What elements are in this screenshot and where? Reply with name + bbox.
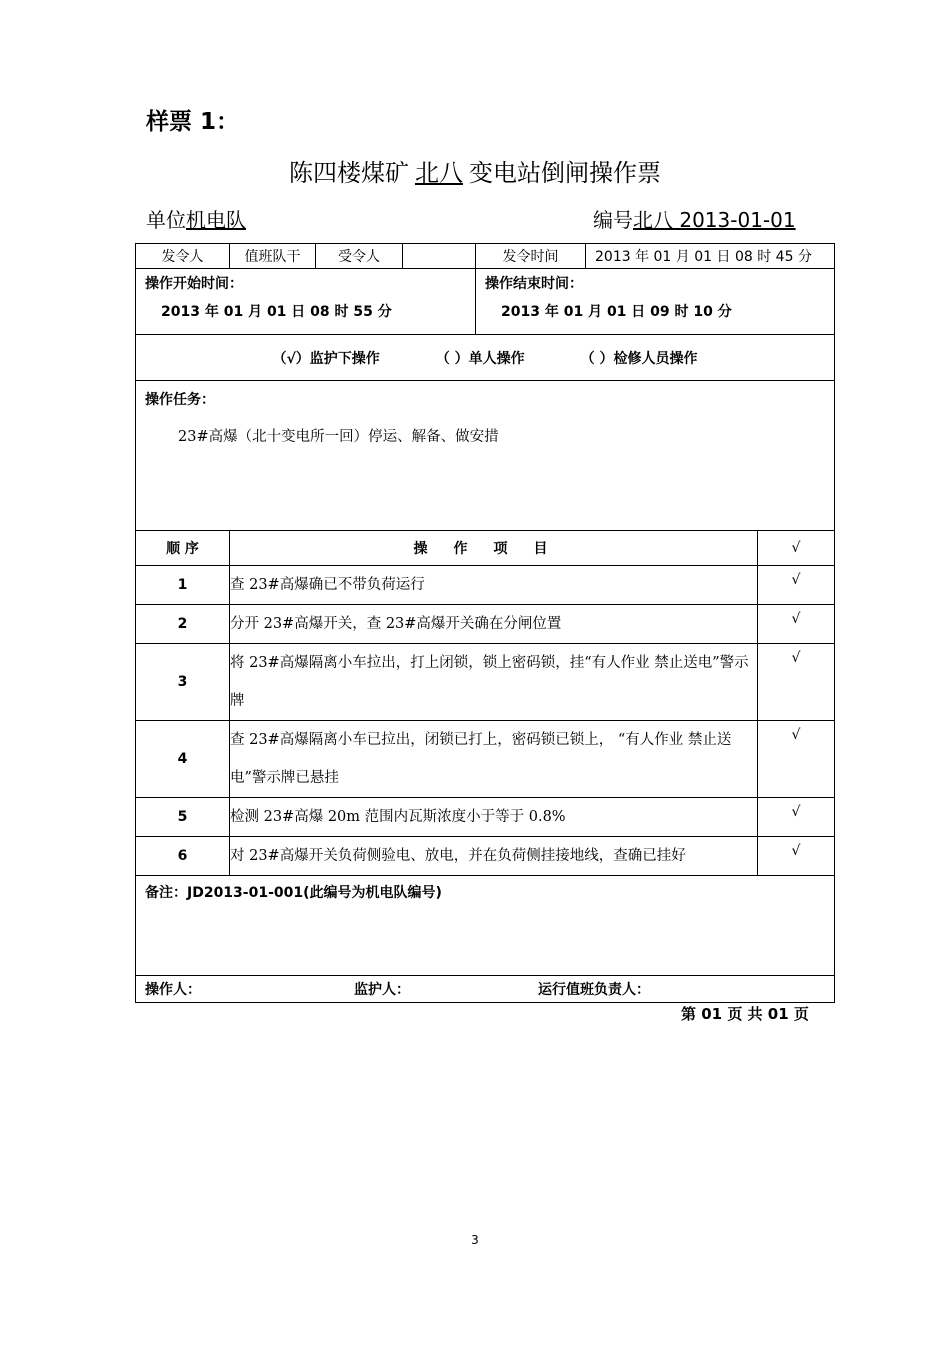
remark-row xyxy=(136,876,835,976)
title-prefix: 陈四楼煤矿 xyxy=(289,159,409,187)
end-time-value: 2013 年 01 月 01 日 09 时 10 分 xyxy=(501,304,732,320)
start-time-cell xyxy=(136,269,476,335)
issuer-value: 值班队干 xyxy=(230,244,316,269)
item-seq: 6 xyxy=(136,837,230,876)
item-check: √ xyxy=(758,721,835,798)
shift-leader-label: 运行值班负责人： xyxy=(538,982,650,998)
unit-line xyxy=(146,204,246,233)
end-time-cell xyxy=(476,269,835,335)
mode-cell xyxy=(136,335,835,381)
end-time-label: 操作结束时间： xyxy=(485,276,583,292)
page-number: 3 xyxy=(471,1233,479,1247)
item-text: 对 23#高爆开关负荷侧验电、放电，并在负荷侧挂接地线，查确已挂好 xyxy=(230,837,758,876)
number-value: 北八 2013-01-01 xyxy=(633,208,796,232)
check-header: √ xyxy=(758,531,835,566)
sample-label: 样票 1： xyxy=(146,109,240,135)
receiver-label: 受令人 xyxy=(316,244,403,269)
title-suffix: 变电站倒闸操作票 xyxy=(469,159,661,187)
item-seq: 3 xyxy=(136,644,230,721)
operator-label: 操作人： xyxy=(145,982,201,998)
mode-maintenance: （ ）检修人员操作 xyxy=(580,350,698,367)
task-text: 23#高爆（北十变电所一回）停运、解备、做安措 xyxy=(178,429,499,445)
issue-time-value: 2013 年 01 月 01 日 08 时 45 分 xyxy=(586,244,835,269)
signature-row xyxy=(136,976,835,1003)
item-check: √ xyxy=(758,644,835,721)
time-row xyxy=(136,269,835,335)
items-header-row xyxy=(136,531,835,566)
item-check: √ xyxy=(758,566,835,605)
receiver-value xyxy=(403,244,476,269)
task-row xyxy=(136,381,835,531)
item-check: √ xyxy=(758,605,835,644)
item-text: 分开 23#高爆开关，查 23#高爆开关确在分闸位置 xyxy=(230,605,758,644)
item-row xyxy=(136,605,835,644)
start-time-label: 操作开始时间： xyxy=(145,276,243,292)
start-time-value: 2013 年 01 月 01 日 08 时 55 分 xyxy=(161,304,392,320)
task-cell xyxy=(136,381,835,531)
number-line xyxy=(593,204,796,233)
item-text: 将 23#高爆隔离小车拉出，打上闭锁，锁上密码锁，挂“有人作业 禁止送电”警示牌 xyxy=(230,644,758,721)
signature-cell xyxy=(136,976,835,1003)
mode-row xyxy=(136,335,835,381)
switching-ticket-table xyxy=(135,243,835,1003)
item-row xyxy=(136,644,835,721)
document-title xyxy=(0,153,950,188)
supervisor-label: 监护人： xyxy=(354,982,410,998)
mode-supervised: （√）监护下操作 xyxy=(272,350,380,367)
issuer-label: 发令人 xyxy=(136,244,230,269)
item-row xyxy=(136,798,835,837)
item-seq: 4 xyxy=(136,721,230,798)
order-row xyxy=(136,244,835,269)
item-header-text: 操作项目 xyxy=(413,541,574,557)
title-station: 北八 xyxy=(415,159,463,187)
page-info: 第 01 页 共 01 页 xyxy=(681,1005,809,1023)
issue-time-label: 发令时间 xyxy=(476,244,586,269)
number-label: 编号 xyxy=(593,208,633,232)
mode-single: （ ）单人操作 xyxy=(435,350,525,367)
task-label: 操作任务： xyxy=(145,392,215,408)
item-row xyxy=(136,721,835,798)
item-seq: 5 xyxy=(136,798,230,837)
item-row xyxy=(136,566,835,605)
item-text: 检测 23#高爆 20m 范围内瓦斯浓度小于等于 0.8% xyxy=(230,798,758,837)
unit-value: 机电队 xyxy=(186,208,246,232)
item-text: 查 23#高爆隔离小车已拉出，闭锁已打上，密码锁已锁上， “有人作业 禁止送电”警示牌已悬挂 xyxy=(230,721,758,798)
remark-cell: 备注：JD2013-01-001(此编号为机电队编号) xyxy=(136,876,835,976)
seq-header: 顺 序 xyxy=(136,531,230,566)
item-seq: 2 xyxy=(136,605,230,644)
item-check: √ xyxy=(758,798,835,837)
item-seq: 1 xyxy=(136,566,230,605)
item-row xyxy=(136,837,835,876)
item-check: √ xyxy=(758,837,835,876)
item-header xyxy=(230,531,758,566)
item-text: 查 23#高爆确已不带负荷运行 xyxy=(230,566,758,605)
unit-label: 单位 xyxy=(146,208,186,232)
